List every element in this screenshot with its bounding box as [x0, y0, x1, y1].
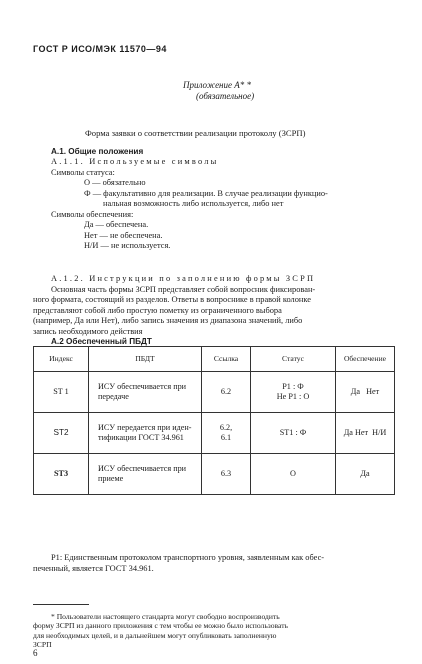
row-status: О — [251, 454, 336, 495]
table-row — [34, 372, 395, 413]
row-pbdg: ИСУ обеспечивается при приеме — [89, 454, 202, 495]
a12-heading: А.1.2. Инструкции по заполнению формы ЗСРП — [51, 274, 316, 283]
support-item: Н/И — не используется. — [84, 241, 171, 251]
table-header-row — [34, 347, 395, 372]
form-title: Форма заявки о соответствии реализации протоколу (ЗСРП) — [85, 128, 306, 138]
col-ref: Ссылка — [202, 347, 251, 372]
a1-subheading: А.1.1. Используемые символы — [51, 157, 219, 167]
table-row — [34, 413, 395, 454]
p1-note: P1: Единственным протоколом транспортного уровня, заявленным как обес- печенный, является ГОСТ 34.961. — [33, 553, 325, 573]
a2-heading: А.2 Обеспеченный ПБДТ — [51, 337, 152, 346]
col-support: Обеспечение — [336, 347, 395, 372]
row-index: ST 1 — [34, 372, 89, 413]
a12-line: ного формата, состоящий из разделов. Ответы в вопроснике в правой колонке — [33, 295, 311, 304]
section-a12 — [33, 274, 395, 347]
support-label: Символы обеспечения: — [51, 209, 134, 219]
a12-line: запись необходимого действия — [33, 326, 143, 336]
col-pbdg: ПБДТ — [89, 347, 202, 372]
status-label: Символы статуса: — [51, 167, 115, 177]
support-item: Да — обеспечена. — [84, 220, 149, 230]
row-status: ST1 : Ф — [251, 413, 336, 454]
row-pbdg: ИСУ передается при иден- тификации ГОСТ 34.961 — [89, 413, 202, 454]
row-support: Да — [336, 454, 395, 495]
a12-line: Основная часть формы ЗСРП представляет собой вопросник фиксирован- — [51, 284, 316, 294]
appendix-note: (обязательное) — [196, 91, 255, 101]
footnote: * Пользователи настоящего стандарта могут свободно воспроизводить форму ЗСРП из данного приложения с тем чтобы ее можно было использовать для необходимых целей, и в дальнейшем могут опубликовать заполненную ЗСРП — [33, 612, 288, 650]
row-index: ST3 — [34, 454, 89, 495]
a12-line: представляют собой либо простую пометку из ограниченного выбора — [33, 305, 282, 315]
support-item: Нет — не обеспечена. — [84, 230, 163, 240]
appendix-title: Приложение А* * — [183, 80, 252, 90]
row-support: Да Нет — [336, 372, 395, 413]
a12-line: (например, Да или Нет), либо запись значения из диапазона значений, либо — [33, 316, 303, 325]
status-item: О — обязательно — [84, 178, 146, 188]
pbdg-table — [33, 346, 395, 495]
footnote-rule — [33, 604, 89, 605]
row-pbdg: ИСУ обеспечивается при передаче — [89, 372, 202, 413]
row-index: ST2 — [34, 413, 89, 454]
col-status: Статус — [251, 347, 336, 372]
row-status: P1 : Ф Не P1 : О — [251, 372, 336, 413]
row-ref: 6.3 — [202, 454, 251, 495]
section-a1 — [51, 147, 396, 252]
page-number: 6 — [33, 648, 38, 658]
a1-heading: А.1. Общие положения — [51, 147, 144, 156]
status-item: нальная возможность либо используется, либо нет — [103, 199, 284, 209]
status-item: Ф — факультативно для реализации. В случае реализации функцио- — [84, 188, 328, 198]
row-support: Да Нет Н/И — [336, 413, 395, 454]
row-ref: 6.2 — [202, 372, 251, 413]
col-index: Индекс — [34, 347, 89, 372]
row-ref: 6.2, 6.1 — [202, 413, 251, 454]
document-header: ГОСТ Р ИСО/МЭК 11570—94 — [33, 44, 167, 54]
table-row — [34, 454, 395, 495]
